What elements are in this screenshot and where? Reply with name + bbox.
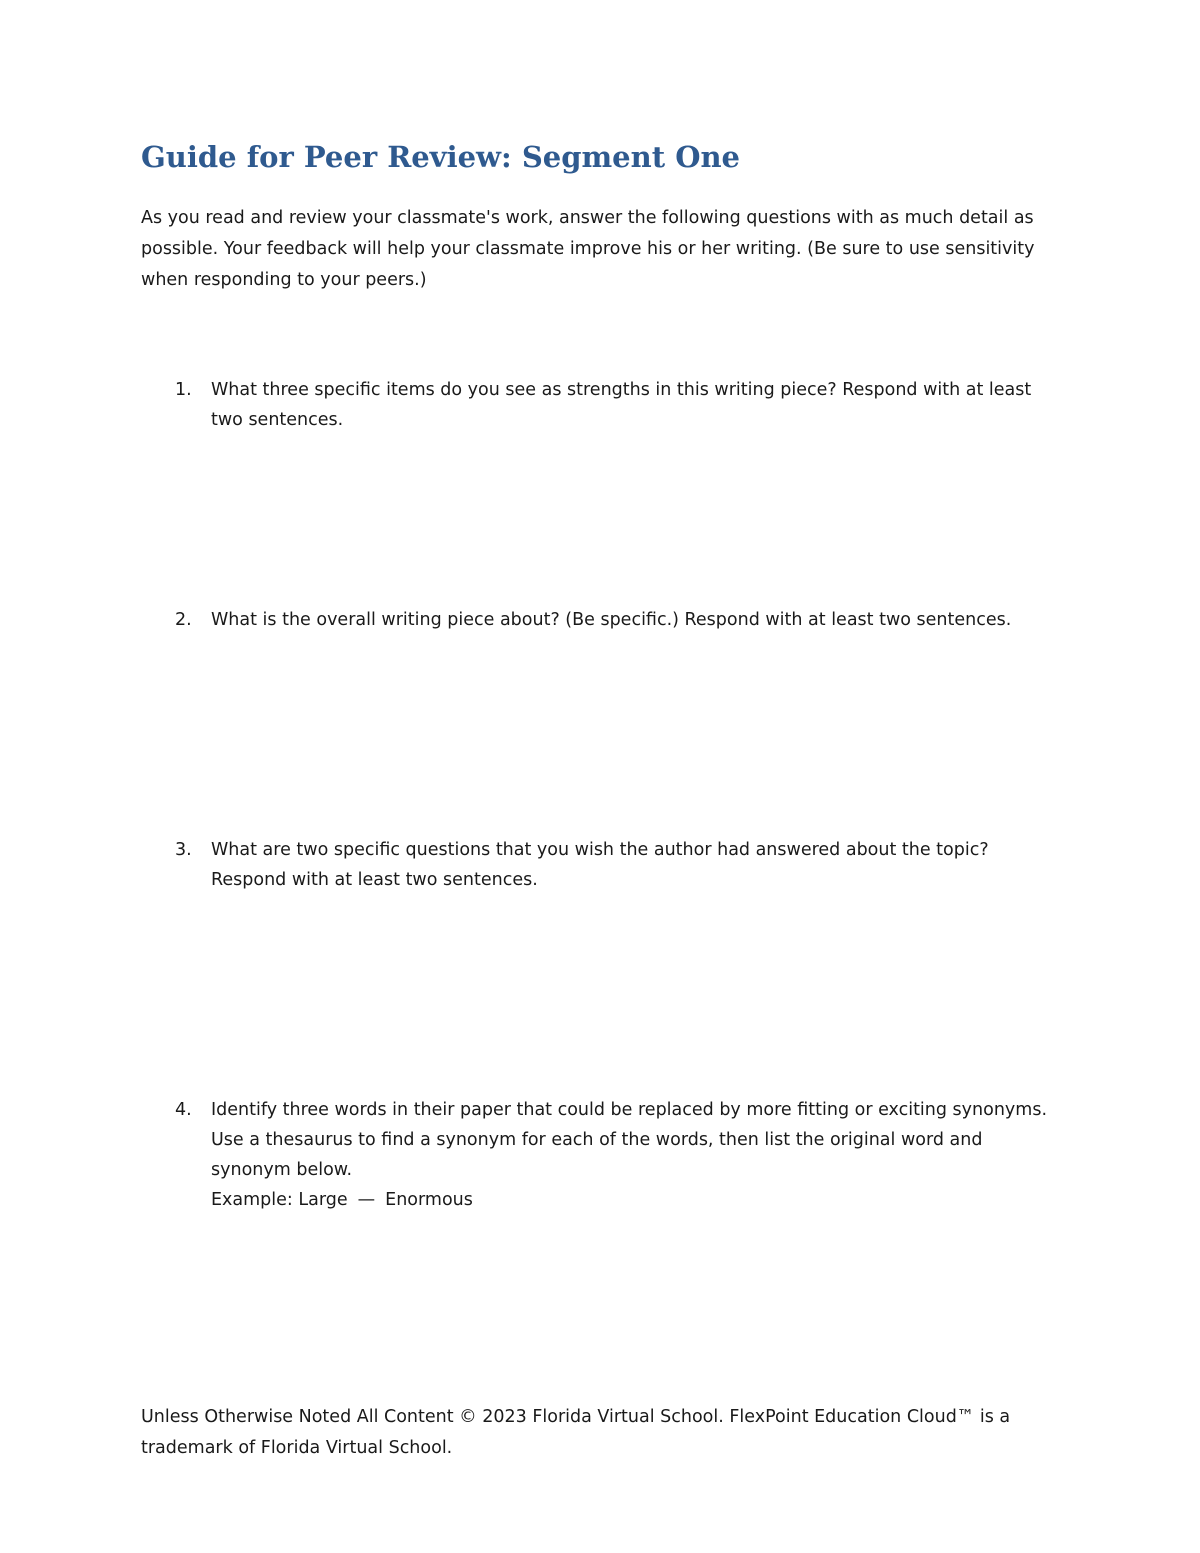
question-number: 1. bbox=[175, 380, 192, 400]
example-synonym: Enormous bbox=[385, 1190, 473, 1210]
page-title: Guide for Peer Review: Segment One bbox=[141, 140, 741, 174]
question-number: 3. bbox=[175, 840, 192, 860]
question-item bbox=[141, 835, 1051, 895]
example-separator: — bbox=[357, 1190, 376, 1210]
question-item bbox=[141, 1095, 1051, 1215]
question-text: What three specific items do you see as strengths in this writing piece? Respond with at least two sentences. bbox=[211, 380, 1032, 430]
question-number: 4. bbox=[175, 1100, 192, 1120]
example-label: Example: bbox=[211, 1190, 293, 1210]
question-text: What are two specific questions that you wish the author had answered about the topic? Respond with at least two sentences. bbox=[211, 840, 989, 890]
intro-paragraph: As you read and review your classmate's work, answer the following questions with as much detail as possible. Your feedback will help your classmate improve his or her writing. (Be sure to use sensitivity when responding to your peers.) bbox=[141, 208, 1035, 290]
question-item bbox=[141, 605, 1051, 635]
example-word: Large bbox=[298, 1190, 348, 1210]
question-item bbox=[141, 375, 1051, 435]
copyright-footer: Unless Otherwise Noted All Content © 2023 Florida Virtual School. FlexPoint Education Cloud™ is a trademark of Florida Virtual School. bbox=[141, 1407, 1011, 1458]
question-text: What is the overall writing piece about? (Be specific.) Respond with at least two sentences. bbox=[211, 610, 1012, 630]
question-number: 2. bbox=[175, 610, 192, 630]
question-text: Identify three words in their paper that could be replaced by more fitting or exciting synonyms. Use a thesaurus to find a synonym for each of the words, then list the original word and synonym below. bbox=[211, 1100, 1048, 1180]
example-line bbox=[211, 1185, 1051, 1215]
